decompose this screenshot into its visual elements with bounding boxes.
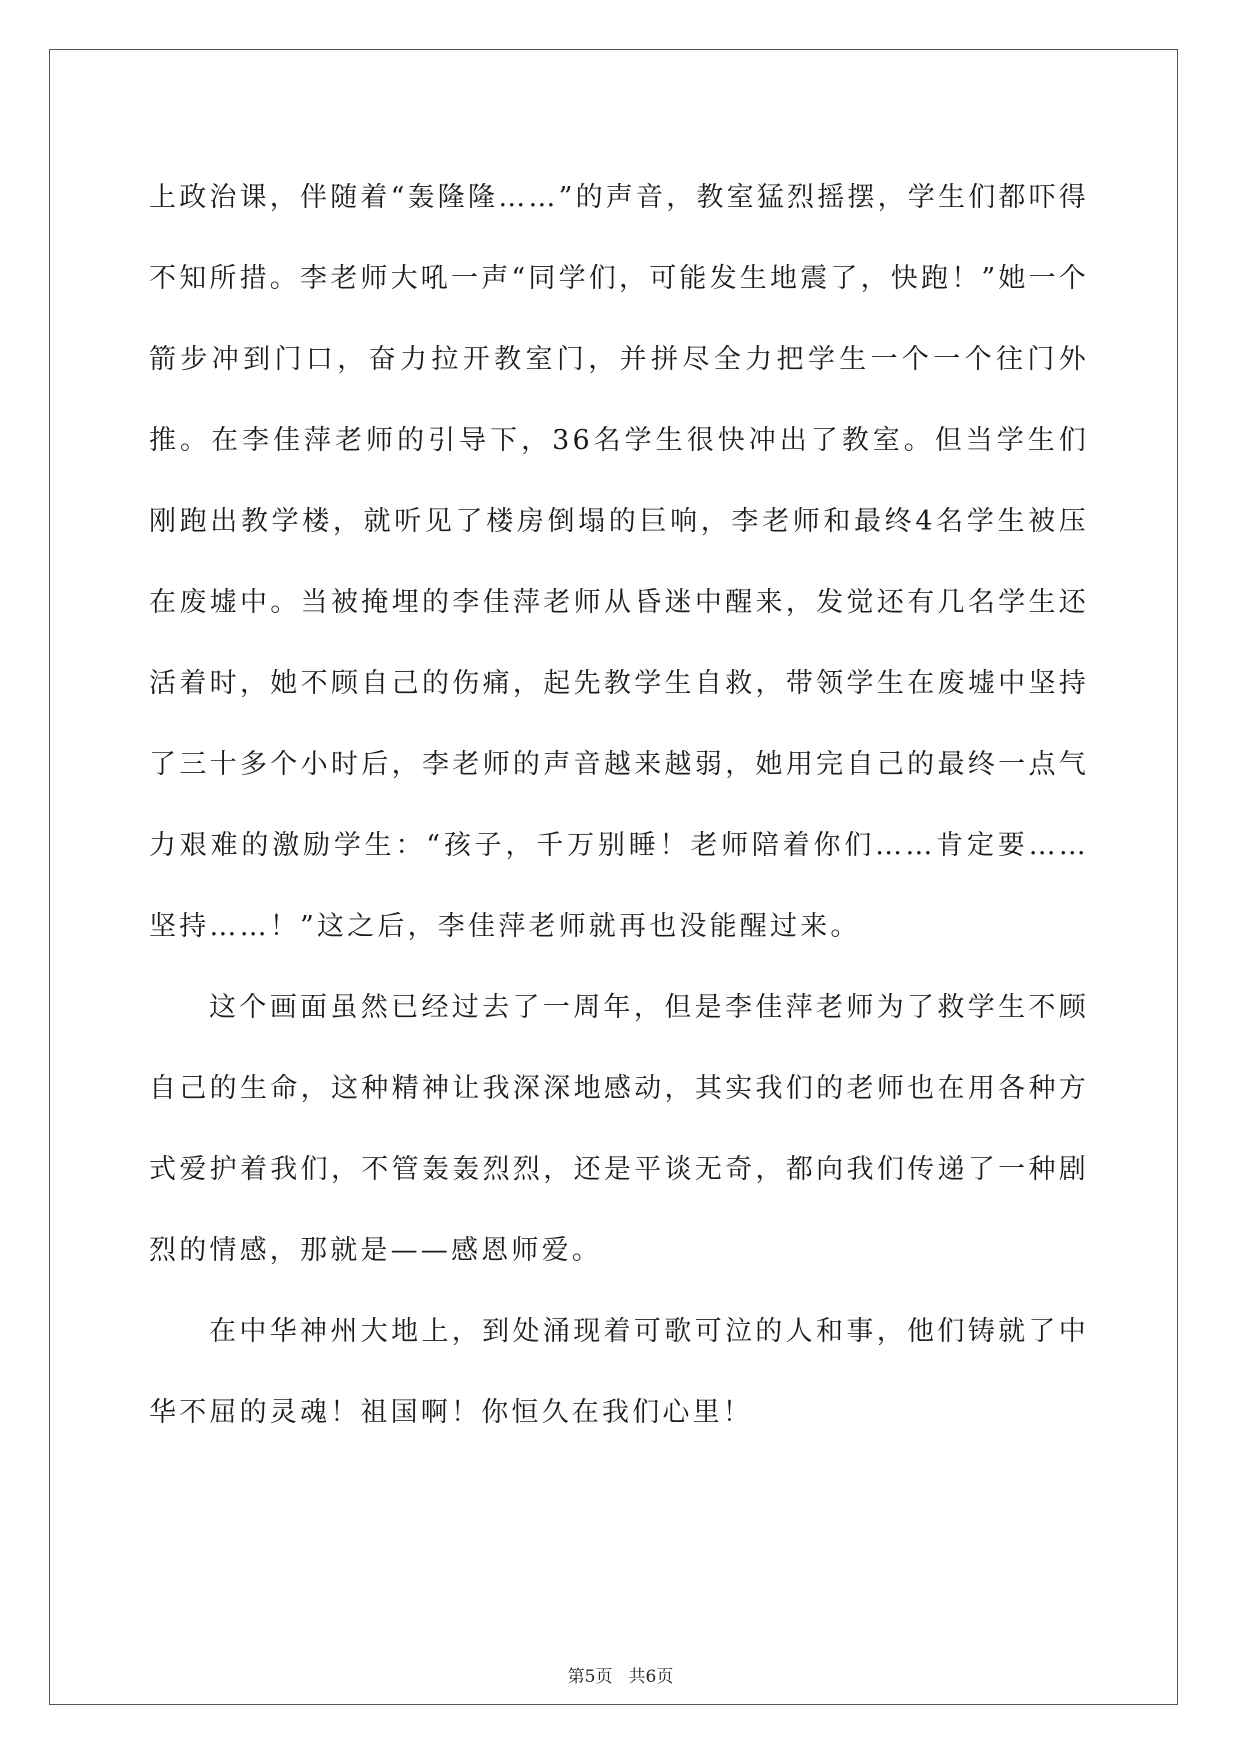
page-footer <box>0 1662 1241 1687</box>
paragraph-2: 这个画面虽然已经过去了一周年，但是李佳萍老师为了救学生不顾自己的生命，这种精神让我深深地感动，其实我们的老师也在用各种方式爱护着我们，不管轰轰烈烈，还是平谈无奇，都向我们传递了一种剧烈的情感，那就是——感恩师爱。 <box>149 992 1089 1266</box>
page-number-total: 共6页 <box>628 1667 674 1687</box>
paragraph-1: 上政治课，伴随着“轰隆隆……”的声音，教室猛烈摇摆，学生们都吓得不知所措。李老师大吼一声“同学们，可能发生地震了，快跑！”她一个箭步冲到门口，奋力拉开教室门，并拼尽全力把学生一个一个往门外推。在李佳萍老师的引导下，36名学生很快冲出了教室。但当学生们刚跑出教学楼，就听见了楼房倒塌的巨响，李老师和最终4名学生被压在废墟中。当被掩埋的李佳萍老师从昏迷中醒来，发觉还有几名学生还活着时，她不顾自己的伤痛，起先教学生自救，带领学生在废墟中坚持了三十多个小时后，李老师的声音越来越弱，她用完自己的最终一点气力艰难的激励学生：“孩子，千万别睡！老师陪着你们……肯定要……坚持……！”这之后，李佳萍老师就再也没能醒过来。 <box>149 182 1090 942</box>
page-number-current: 第5页 <box>567 1667 613 1687</box>
document-body <box>149 157 1089 1453</box>
paragraph-3: 在中华神州大地上，到处涌现着可歌可泣的人和事，他们铸就了中华不屈的灵魂！祖国啊！你恒久在我们心里！ <box>149 1316 1089 1428</box>
